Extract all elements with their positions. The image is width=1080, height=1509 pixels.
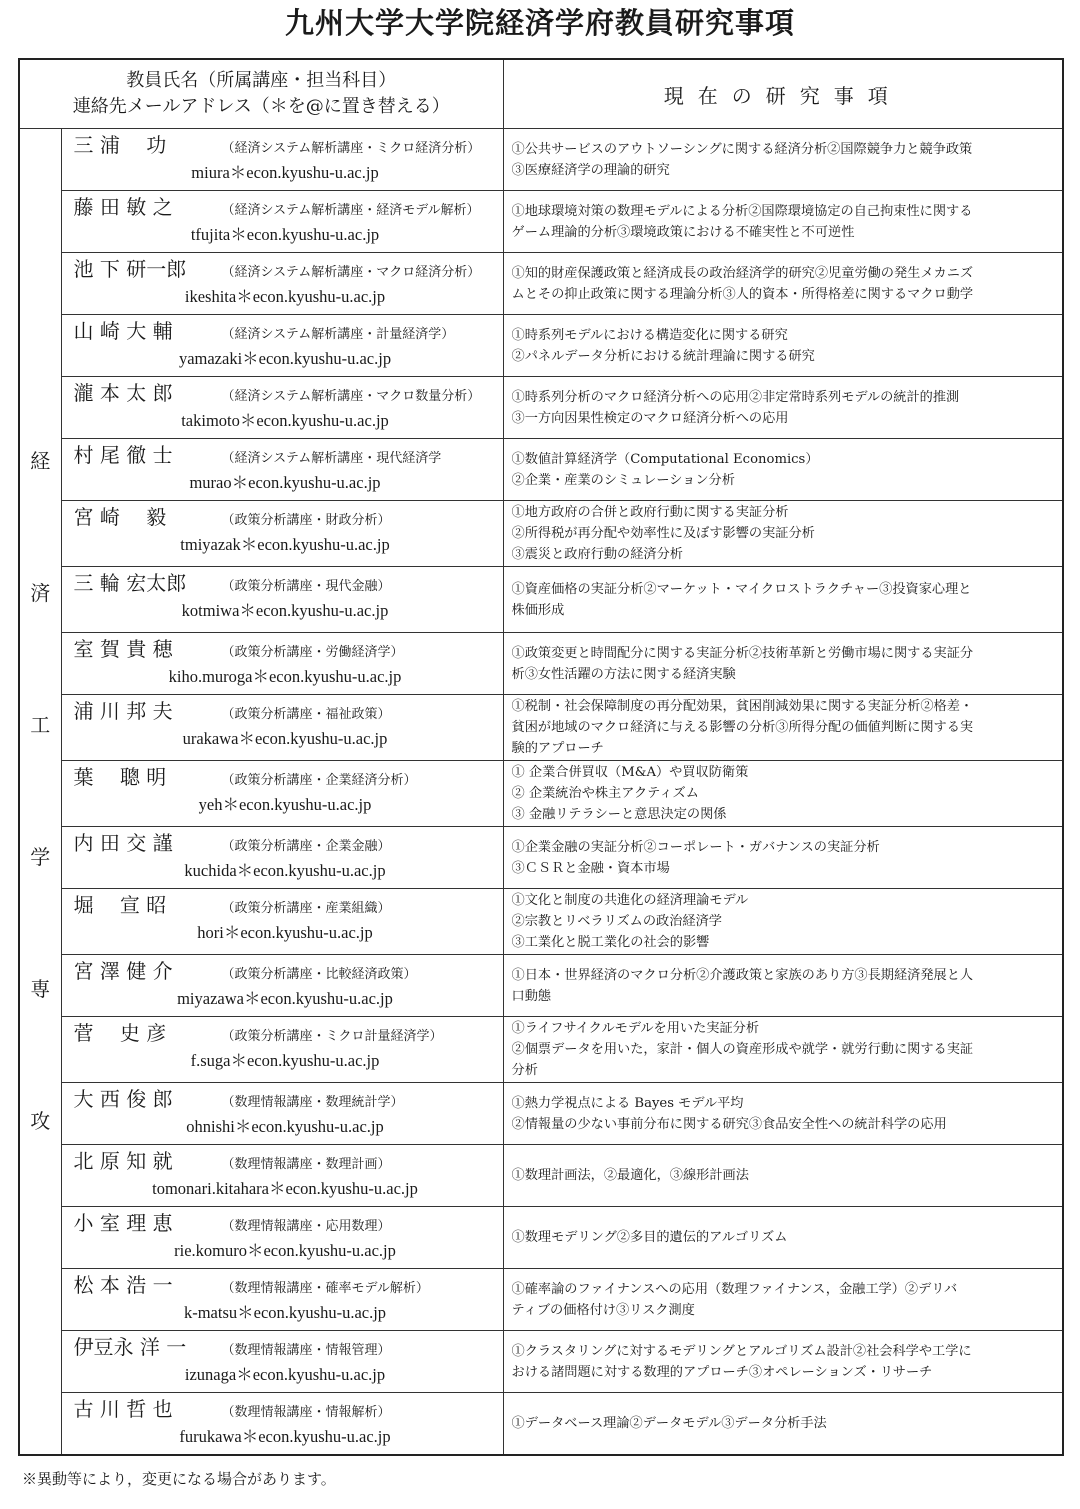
research-line: ②個票データを用いた，家計・個人の資産形成や就学・就労行動に関する実証 bbox=[511, 1042, 974, 1057]
faculty-division: （政策分析講座・現代金融） bbox=[221, 579, 391, 594]
page-title: 九州大学大学院経済学府教員研究事項 bbox=[284, 6, 795, 40]
research-line: ムとその抑止政策に関する理論分析③人的資本・所得格差に関するマクロ動学 bbox=[511, 286, 974, 302]
research-cell bbox=[503, 191, 1063, 253]
faculty-division: （数理情報講座・情報解析） bbox=[221, 1405, 391, 1420]
faculty-name-line bbox=[74, 569, 497, 597]
research-line: ①確率論のファイナンスへの応用（数理ファイナンス，金融工学）②デリバ bbox=[511, 1281, 958, 1297]
faculty-name-line bbox=[74, 1395, 497, 1423]
research-line: ①日本・世界経済のマクロ分析②介護政策と家族のあり方③長期経済発展と人 bbox=[511, 967, 974, 983]
faculty-name-cell bbox=[61, 1207, 503, 1269]
research-line: 析③女性活躍の方法に関する経済実験 bbox=[511, 666, 736, 682]
header-name-column bbox=[19, 59, 503, 129]
faculty-name-line bbox=[74, 503, 497, 531]
faculty-name-cell bbox=[61, 567, 503, 633]
table-row bbox=[19, 1083, 1063, 1145]
research-line: ①数値計算経済学（Computational Economics） bbox=[511, 451, 819, 467]
research-line: ①時系列モデルにおける構造変化に関する研究 bbox=[511, 327, 788, 343]
faculty-division: （経済システム解析講座・計量経済学） bbox=[221, 327, 455, 342]
faculty-division: （政策分析講座・企業金融） bbox=[221, 839, 391, 854]
faculty-name-line bbox=[74, 1271, 497, 1299]
faculty-division: （政策分析講座・産業組織） bbox=[221, 901, 391, 916]
research-cell bbox=[503, 501, 1063, 567]
faculty-name: 古 川 哲 也 bbox=[73, 1397, 173, 1421]
faculty-division: （数理情報講座・情報管理） bbox=[221, 1343, 391, 1358]
research-cell bbox=[503, 315, 1063, 377]
faculty-name: 堀 宣 昭 bbox=[73, 893, 167, 917]
research-line: ③ＣＳＲと金融・資本市場 bbox=[511, 860, 670, 876]
faculty-email: furukawa＊econ.kyushu-u.ac.jp bbox=[179, 1427, 391, 1446]
faculty-division: （経済システム解析講座・現代経済学 bbox=[221, 451, 442, 466]
faculty-email: takimoto＊econ.kyushu-u.ac.jp bbox=[181, 411, 389, 430]
research-line: おける諸問題に対する数理的アプローチ③オペレーションズ・リサーチ bbox=[511, 1364, 933, 1380]
faculty-division: （経済システム解析講座・マクロ数量分析） bbox=[221, 389, 481, 404]
faculty-email: rie.komuro＊econ.kyushu-u.ac.jp bbox=[174, 1241, 396, 1260]
research-line: ②企業・産業のシミュレーション分析 bbox=[511, 472, 735, 488]
research-line: ①文化と制度の共進化の経済理論モデル bbox=[511, 893, 749, 908]
research-line: ①ライフサイクルモデルを用いた実証分析 bbox=[511, 1021, 760, 1036]
table-row bbox=[19, 1207, 1063, 1269]
faculty-name: 宮 崎 毅 bbox=[73, 505, 167, 529]
table-row bbox=[19, 315, 1063, 377]
faculty-email: f.suga＊econ.kyushu-u.ac.jp bbox=[190, 1051, 380, 1070]
table-row bbox=[19, 377, 1063, 439]
research-line: 株価形成 bbox=[511, 602, 565, 618]
table-row bbox=[19, 1145, 1063, 1207]
faculty-name-line bbox=[74, 957, 497, 985]
faculty-name-line bbox=[74, 829, 497, 857]
research-line: ①政策変更と時間配分に関する実証分析②技術革新と労働市場に関する実証分 bbox=[511, 645, 974, 661]
research-line: ②パネルデータ分析における統計理論に関する研究 bbox=[511, 348, 815, 364]
faculty-name-cell bbox=[61, 1331, 503, 1393]
department-char: 経 bbox=[30, 449, 51, 474]
faculty-division: （経済システム解析講座・経済モデル解析） bbox=[221, 203, 480, 218]
faculty-division: （政策分析講座・ミクロ計量経済学） bbox=[221, 1029, 443, 1044]
research-cell bbox=[503, 1331, 1063, 1393]
faculty-name-cell bbox=[61, 129, 503, 191]
research-line: 貧困が地域のマクロ経済に与える影響の分析③所得分配の価値判断に関する実 bbox=[511, 720, 974, 735]
research-cell bbox=[503, 377, 1063, 439]
research-line: ③震災と政府行動の経済分析 bbox=[511, 547, 683, 562]
faculty-email: miyazawa＊econ.kyushu-u.ac.jp bbox=[177, 989, 393, 1008]
faculty-email: ohnishi＊econ.kyushu-u.ac.jp bbox=[186, 1117, 384, 1136]
faculty-name: 内 田 交 謹 bbox=[73, 831, 173, 855]
research-cell bbox=[503, 129, 1063, 191]
faculty-name-line bbox=[74, 1019, 497, 1047]
faculty-email: tfujita＊econ.kyushu-u.ac.jp bbox=[190, 225, 380, 244]
research-line: ①資産価格の実証分析②マーケット・マイクロストラクチャー③投資家心理と bbox=[511, 581, 972, 597]
faculty-email: murao＊econ.kyushu-u.ac.jp bbox=[189, 473, 381, 492]
research-cell bbox=[503, 1017, 1063, 1083]
faculty-name: 小 室 理 恵 bbox=[73, 1211, 173, 1235]
research-cell bbox=[503, 761, 1063, 827]
department-char: 専 bbox=[30, 977, 51, 1002]
faculty-division: （政策分析講座・労働経済学） bbox=[221, 645, 404, 660]
faculty-name-cell bbox=[61, 633, 503, 695]
research-line: ①クラスタリングに対するモデリングとアルゴリズム設計②社会科学や工学に bbox=[511, 1343, 972, 1359]
faculty-name: 村 尾 徹 士 bbox=[73, 443, 173, 467]
research-line: ①数理モデリング②多目的遺伝的アルゴリズム bbox=[511, 1230, 788, 1245]
faculty-name-cell bbox=[61, 501, 503, 567]
faculty-name: 三 輪 宏太郎 bbox=[73, 571, 187, 595]
table-row bbox=[19, 955, 1063, 1017]
footnote: ※異動等により，変更になる場合があります。 bbox=[22, 1470, 336, 1488]
research-cell bbox=[503, 1269, 1063, 1331]
research-line: ①地方政府の合併と政府行動に関する実証分析 bbox=[511, 505, 789, 520]
research-line: ティブの価格付け③リスク測度 bbox=[511, 1302, 695, 1318]
faculty-name: 山 崎 大 輔 bbox=[73, 319, 173, 343]
research-cell bbox=[503, 889, 1063, 955]
faculty-email: yamazaki＊econ.kyushu-u.ac.jp bbox=[178, 349, 392, 368]
faculty-email: tmiyazak＊econ.kyushu-u.ac.jp bbox=[180, 535, 390, 554]
faculty-division: （数理情報講座・数理統計学） bbox=[221, 1095, 404, 1110]
faculty-name: 宮 澤 健 介 bbox=[73, 959, 173, 983]
faculty-table bbox=[18, 58, 1064, 1456]
faculty-name-cell bbox=[61, 1017, 503, 1083]
faculty-email: k-matsu＊econ.kyushu-u.ac.jp bbox=[183, 1303, 387, 1322]
research-line: ①地球環境対策の数理モデルによる分析②国際環境協定の自己拘束性に関する bbox=[511, 203, 973, 219]
faculty-name: 浦 川 邦 夫 bbox=[73, 699, 173, 723]
faculty-name-cell bbox=[61, 253, 503, 315]
table-row bbox=[19, 501, 1063, 567]
faculty-name-line bbox=[74, 1147, 497, 1175]
research-line: ①時系列分析のマクロ経済分析への応用②非定常時系列モデルの統計的推測 bbox=[511, 389, 960, 405]
faculty-name-cell bbox=[61, 1145, 503, 1207]
research-line: ② 企業統治や株主アクティズム bbox=[511, 786, 699, 801]
table-row bbox=[19, 1269, 1063, 1331]
faculty-name-line bbox=[74, 1085, 497, 1113]
faculty-division: （政策分析講座・企業経済分析） bbox=[221, 773, 417, 788]
faculty-name: 松 本 浩 一 bbox=[73, 1273, 173, 1297]
table-row bbox=[19, 827, 1063, 889]
table-header-row bbox=[19, 59, 1063, 129]
faculty-division: （政策分析講座・福祉政策） bbox=[221, 707, 391, 722]
research-line: ①データベース理論②データモデル③データ分析手法 bbox=[511, 1415, 827, 1431]
faculty-email: kiho.muroga＊econ.kyushu-u.ac.jp bbox=[168, 667, 402, 686]
faculty-name: 大 西 俊 郎 bbox=[73, 1087, 173, 1111]
research-cell bbox=[503, 1393, 1063, 1455]
faculty-name-line bbox=[74, 763, 497, 791]
table-row bbox=[19, 1331, 1063, 1393]
research-cell bbox=[503, 439, 1063, 501]
faculty-email: urakawa＊econ.kyushu-u.ac.jp bbox=[182, 729, 388, 748]
faculty-name-cell bbox=[61, 377, 503, 439]
department-label bbox=[19, 129, 61, 1455]
research-cell bbox=[503, 1207, 1063, 1269]
table-row bbox=[19, 253, 1063, 315]
faculty-name-line bbox=[74, 317, 497, 345]
research-cell bbox=[503, 827, 1063, 889]
department-char: 学 bbox=[30, 845, 51, 870]
department-char: 攻 bbox=[30, 1109, 51, 1134]
header-name-line2: 連絡先メールアドレス（＊を@に置き替える） bbox=[72, 96, 450, 117]
faculty-email: miura＊econ.kyushu-u.ac.jp bbox=[191, 163, 379, 182]
faculty-name-cell bbox=[61, 315, 503, 377]
faculty-name-line bbox=[74, 1333, 497, 1361]
table-row bbox=[19, 633, 1063, 695]
faculty-name-line bbox=[74, 1209, 497, 1237]
faculty-table-body bbox=[19, 129, 1063, 1455]
faculty-name-cell bbox=[61, 1393, 503, 1455]
research-line: 分析 bbox=[511, 1063, 538, 1078]
faculty-name: 池 下 研一郎 bbox=[73, 257, 187, 281]
table-row bbox=[19, 1393, 1063, 1455]
table-row bbox=[19, 439, 1063, 501]
faculty-name: 伊豆永 洋 一 bbox=[73, 1335, 187, 1359]
research-cell bbox=[503, 955, 1063, 1017]
table-row bbox=[19, 191, 1063, 253]
faculty-name: 三 浦 功 bbox=[73, 133, 167, 157]
header-research-column: 現在の研究事項 bbox=[503, 59, 1063, 129]
research-cell bbox=[503, 633, 1063, 695]
research-line: 験的アプローチ bbox=[511, 741, 604, 756]
research-line: ゲーム理論的分析③環境政策における不確実性と不可逆性 bbox=[511, 224, 855, 240]
research-line: ①企業金融の実証分析②コーポレート・ガバナンスの実証分析 bbox=[511, 839, 880, 855]
faculty-name: 瀧 本 太 郎 bbox=[73, 381, 173, 405]
faculty-division: （経済システム解析講座・ミクロ経済分析） bbox=[221, 141, 481, 156]
faculty-name-cell bbox=[61, 695, 503, 761]
faculty-name-cell bbox=[61, 1269, 503, 1331]
faculty-name-line bbox=[74, 635, 497, 663]
faculty-name-cell bbox=[61, 761, 503, 827]
faculty-name-cell bbox=[61, 889, 503, 955]
research-line: ①熱力学視点による Bayes モデル平均 bbox=[511, 1095, 744, 1111]
faculty-name: 室 賀 貴 穂 bbox=[73, 637, 173, 661]
faculty-name-line bbox=[74, 131, 497, 159]
research-line: ③医療経済学の理論的研究 bbox=[511, 162, 670, 178]
faculty-name-cell bbox=[61, 827, 503, 889]
table-row bbox=[19, 889, 1063, 955]
research-line: ①知的財産保護政策と経済成長の政治経済学的研究②児童労働の発生メカニズ bbox=[511, 265, 974, 281]
research-line: ③工業化と脱工業化の社会的影響 bbox=[511, 935, 710, 950]
faculty-division: （政策分析講座・財政分析） bbox=[221, 513, 391, 528]
faculty-name: 藤 田 敏 之 bbox=[73, 195, 173, 219]
faculty-division: （数理情報講座・数理計画） bbox=[221, 1157, 391, 1172]
faculty-name-cell bbox=[61, 1083, 503, 1145]
research-line: ③一方向因果性検定のマクロ経済分析への応用 bbox=[511, 410, 789, 426]
faculty-division: （数理情報講座・確率モデル解析） bbox=[221, 1281, 429, 1296]
research-line: ①税制・社会保障制度の再分配効果，貧困削減効果に関する実証分析②格差・ bbox=[511, 699, 974, 714]
faculty-email: kuchida＊econ.kyushu-u.ac.jp bbox=[184, 861, 386, 880]
faculty-name: 北 原 知 就 bbox=[73, 1149, 173, 1173]
research-line: 口動態 bbox=[511, 988, 552, 1004]
table-row bbox=[19, 129, 1063, 191]
header-name-line1: 教員氏名（所属講座・担当科目） bbox=[126, 70, 397, 91]
faculty-name-cell bbox=[61, 191, 503, 253]
table-row bbox=[19, 761, 1063, 827]
faculty-division: （数理情報講座・応用数理） bbox=[221, 1219, 391, 1234]
faculty-name-line bbox=[74, 255, 497, 283]
faculty-name-line bbox=[74, 697, 497, 725]
faculty-email: kotmiwa＊econ.kyushu-u.ac.jp bbox=[181, 601, 389, 620]
faculty-name-line bbox=[74, 441, 497, 469]
faculty-email: izunaga＊econ.kyushu-u.ac.jp bbox=[184, 1365, 386, 1384]
faculty-name-cell bbox=[61, 439, 503, 501]
faculty-name-line bbox=[74, 193, 497, 221]
faculty-name: 葉 聰 明 bbox=[73, 765, 167, 789]
faculty-division: （経済システム解析講座・マクロ経済分析） bbox=[221, 265, 481, 280]
table-row bbox=[19, 567, 1063, 633]
faculty-name-line bbox=[74, 891, 497, 919]
faculty-email: yeh＊econ.kyushu-u.ac.jp bbox=[198, 795, 372, 814]
research-cell bbox=[503, 695, 1063, 761]
research-cell bbox=[503, 1083, 1063, 1145]
research-line: ①数理計画法，②最適化，③線形計画法 bbox=[511, 1168, 749, 1183]
research-line: ②所得税が再分配や効率性に及ぼす影響の実証分析 bbox=[511, 526, 815, 541]
research-line: ③ 金融リテラシーと意思決定の関係 bbox=[511, 807, 727, 822]
table-row bbox=[19, 695, 1063, 761]
table-row bbox=[19, 1017, 1063, 1083]
research-cell bbox=[503, 1145, 1063, 1207]
research-line: ②宗教とリベラリズムの政治経済学 bbox=[511, 914, 722, 929]
faculty-name: 菅 史 彦 bbox=[73, 1021, 167, 1045]
faculty-email: hori＊econ.kyushu-u.ac.jp bbox=[197, 923, 373, 942]
faculty-name-line bbox=[74, 379, 497, 407]
research-line: ②情報量の少ない事前分布に関する研究③食品安全性への統計科学の応用 bbox=[511, 1116, 947, 1132]
faculty-email: tomonari.kitahara＊econ.kyushu-u.ac.jp bbox=[152, 1179, 418, 1198]
faculty-name-cell bbox=[61, 955, 503, 1017]
research-cell bbox=[503, 253, 1063, 315]
research-line: ① 企業合併買収（M&A）や買収防衛策 bbox=[511, 765, 749, 780]
faculty-email: ikeshita＊econ.kyushu-u.ac.jp bbox=[184, 287, 386, 306]
research-cell bbox=[503, 567, 1063, 633]
research-line: ①公共サービスのアウトソーシングに関する経済分析②国際競争力と競争政策 bbox=[511, 141, 973, 157]
department-char: 工 bbox=[30, 713, 51, 738]
department-char: 済 bbox=[30, 581, 51, 606]
faculty-division: （政策分析講座・比較経済政策） bbox=[221, 967, 417, 982]
